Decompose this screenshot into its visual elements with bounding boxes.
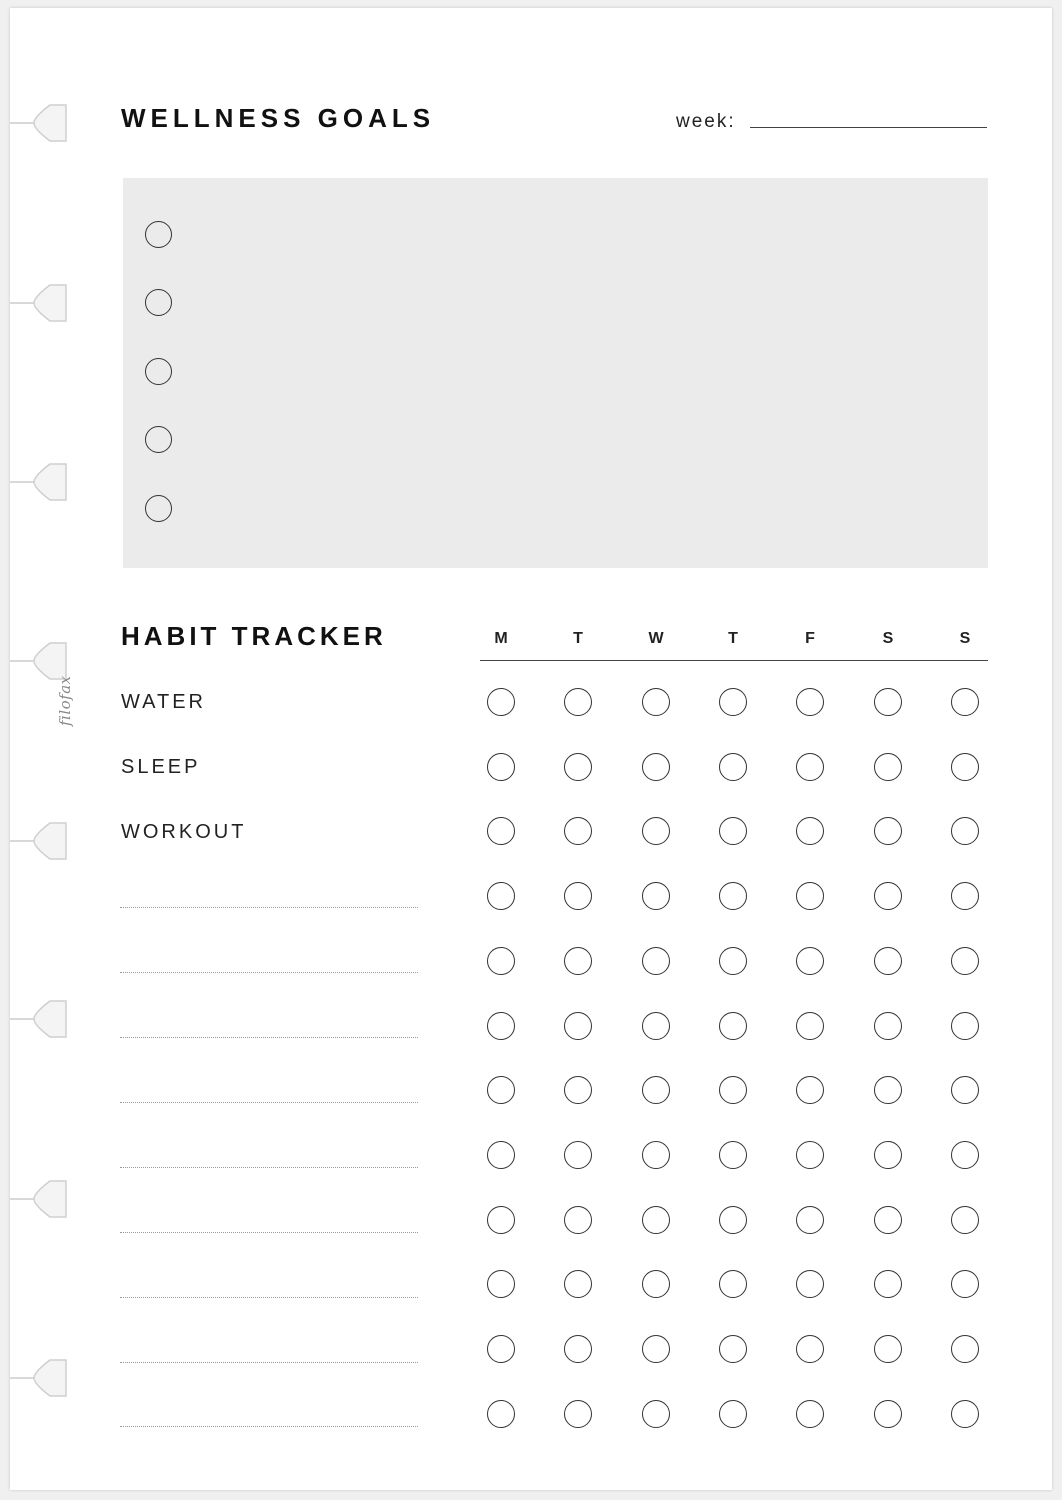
- habit-day-checkbox[interactable]: [564, 1270, 592, 1298]
- habit-write-line[interactable]: [120, 1426, 418, 1427]
- habit-tracker-title: HABIT TRACKER: [121, 621, 387, 651]
- habit-day-checkbox[interactable]: [642, 947, 670, 975]
- habit-day-checkbox[interactable]: [719, 947, 747, 975]
- habit-day-checkbox[interactable]: [796, 882, 824, 910]
- habit-day-checkbox[interactable]: [951, 947, 979, 975]
- day-header: S: [882, 630, 894, 647]
- goal-checkbox[interactable]: [145, 426, 172, 453]
- goal-checkbox[interactable]: [145, 289, 172, 316]
- habit-day-checkbox[interactable]: [951, 753, 979, 781]
- habit-day-checkbox[interactable]: [642, 1076, 670, 1104]
- ring-hole: [10, 821, 70, 861]
- habit-day-checkbox[interactable]: [719, 1335, 747, 1363]
- habit-day-checkbox[interactable]: [796, 1012, 824, 1040]
- habit-day-checkbox[interactable]: [564, 688, 592, 716]
- ring-hole: [10, 999, 70, 1039]
- habit-day-checkbox[interactable]: [564, 947, 592, 975]
- habit-day-checkbox[interactable]: [796, 753, 824, 781]
- habit-day-checkbox[interactable]: [874, 1270, 902, 1298]
- habit-day-checkbox[interactable]: [564, 1012, 592, 1040]
- goal-checkbox[interactable]: [145, 221, 172, 248]
- habit-day-checkbox[interactable]: [642, 817, 670, 845]
- habit-day-checkbox[interactable]: [642, 1270, 670, 1298]
- habit-day-checkbox[interactable]: [487, 753, 515, 781]
- day-header: S: [959, 630, 971, 647]
- habit-day-checkbox[interactable]: [796, 1206, 824, 1234]
- habit-day-checkbox[interactable]: [719, 1270, 747, 1298]
- habit-day-checkbox[interactable]: [487, 882, 515, 910]
- brand-logo: filofax: [56, 675, 74, 726]
- habit-day-checkbox[interactable]: [796, 1141, 824, 1169]
- ring-hole: [10, 1179, 70, 1219]
- habit-day-checkbox[interactable]: [719, 688, 747, 716]
- habit-day-checkbox[interactable]: [796, 1400, 824, 1428]
- habit-day-checkbox[interactable]: [951, 1335, 979, 1363]
- habit-day-checkbox[interactable]: [564, 882, 592, 910]
- day-header-rule: [480, 660, 988, 661]
- week-field[interactable]: [750, 127, 987, 128]
- day-header: F: [805, 630, 815, 647]
- habit-day-checkbox[interactable]: [487, 1270, 515, 1298]
- page-title: WELLNESS GOALS: [121, 103, 436, 133]
- day-header: M: [494, 630, 508, 647]
- habit-day-checkbox[interactable]: [874, 1141, 902, 1169]
- habit-day-checkbox[interactable]: [564, 1076, 592, 1104]
- week-label: week:: [676, 111, 736, 132]
- habit-day-checkbox[interactable]: [951, 1270, 979, 1298]
- habit-day-checkbox[interactable]: [874, 1335, 902, 1363]
- habit-day-checkbox[interactable]: [719, 1206, 747, 1234]
- habit-day-checkbox[interactable]: [796, 1270, 824, 1298]
- habit-day-checkbox[interactable]: [719, 1076, 747, 1104]
- habit-day-checkbox[interactable]: [487, 817, 515, 845]
- habit-day-checkbox[interactable]: [719, 1400, 747, 1428]
- habit-day-checkbox[interactable]: [487, 1141, 515, 1169]
- wellness-goals-box: [123, 178, 988, 568]
- habit-day-checkbox[interactable]: [642, 1141, 670, 1169]
- planner-page: [10, 8, 1052, 1490]
- habit-write-line[interactable]: [120, 907, 418, 908]
- habit-day-checkbox[interactable]: [487, 1206, 515, 1234]
- habit-day-checkbox[interactable]: [564, 1141, 592, 1169]
- habit-day-checkbox[interactable]: [642, 882, 670, 910]
- habit-day-checkbox[interactable]: [874, 1076, 902, 1104]
- day-header: W: [648, 630, 664, 647]
- habit-day-checkbox[interactable]: [642, 753, 670, 781]
- habit-write-line[interactable]: [120, 1167, 418, 1168]
- ring-hole: [10, 103, 70, 143]
- habit-day-checkbox[interactable]: [951, 1076, 979, 1104]
- habit-day-checkbox[interactable]: [719, 753, 747, 781]
- habit-day-checkbox[interactable]: [642, 1400, 670, 1428]
- habit-day-checkbox[interactable]: [874, 753, 902, 781]
- habit-day-checkbox[interactable]: [874, 1206, 902, 1234]
- goal-checkbox[interactable]: [145, 358, 172, 385]
- habit-day-checkbox[interactable]: [874, 1012, 902, 1040]
- habit-day-checkbox[interactable]: [564, 753, 592, 781]
- habit-day-checkbox[interactable]: [951, 1400, 979, 1428]
- habit-day-checkbox[interactable]: [487, 1076, 515, 1104]
- ring-hole: [10, 283, 70, 323]
- habit-day-checkbox[interactable]: [642, 1206, 670, 1234]
- habit-day-checkbox[interactable]: [642, 688, 670, 716]
- habit-day-checkbox[interactable]: [796, 817, 824, 845]
- habit-write-line[interactable]: [120, 972, 418, 973]
- habit-write-line[interactable]: [120, 1362, 418, 1363]
- habit-day-checkbox[interactable]: [564, 817, 592, 845]
- habit-write-line[interactable]: [120, 1297, 418, 1298]
- habit-day-checkbox[interactable]: [642, 1335, 670, 1363]
- habit-day-checkbox[interactable]: [951, 882, 979, 910]
- habit-day-checkbox[interactable]: [796, 1335, 824, 1363]
- habit-label-workout: WORKOUT: [121, 821, 247, 843]
- habit-day-checkbox[interactable]: [642, 1012, 670, 1040]
- habit-day-checkbox[interactable]: [719, 817, 747, 845]
- habit-day-checkbox[interactable]: [874, 817, 902, 845]
- ring-hole: [10, 1358, 70, 1398]
- habit-day-checkbox[interactable]: [874, 688, 902, 716]
- habit-day-checkbox[interactable]: [487, 688, 515, 716]
- habit-day-checkbox[interactable]: [796, 947, 824, 975]
- habit-day-checkbox[interactable]: [487, 947, 515, 975]
- day-header: T: [573, 630, 583, 647]
- day-header: T: [728, 630, 738, 647]
- habit-label-sleep: SLEEP: [121, 756, 201, 778]
- habit-day-checkbox[interactable]: [951, 1141, 979, 1169]
- habit-day-checkbox[interactable]: [487, 1335, 515, 1363]
- habit-day-checkbox[interactable]: [951, 1206, 979, 1234]
- habit-day-checkbox[interactable]: [796, 1076, 824, 1104]
- habit-day-checkbox[interactable]: [487, 1012, 515, 1040]
- habit-day-checkbox[interactable]: [874, 1400, 902, 1428]
- habit-write-line[interactable]: [120, 1037, 418, 1038]
- habit-day-checkbox[interactable]: [796, 688, 824, 716]
- habit-day-checkbox[interactable]: [564, 1206, 592, 1234]
- habit-day-checkbox[interactable]: [951, 688, 979, 716]
- habit-day-checkbox[interactable]: [719, 1012, 747, 1040]
- habit-day-checkbox[interactable]: [564, 1335, 592, 1363]
- habit-write-line[interactable]: [120, 1232, 418, 1233]
- ring-hole: [10, 462, 70, 502]
- habit-day-checkbox[interactable]: [874, 882, 902, 910]
- habit-day-checkbox[interactable]: [487, 1400, 515, 1428]
- habit-label-water: WATER: [121, 691, 206, 713]
- goal-checkbox[interactable]: [145, 495, 172, 522]
- habit-write-line[interactable]: [120, 1102, 418, 1103]
- habit-day-checkbox[interactable]: [951, 817, 979, 845]
- habit-day-checkbox[interactable]: [719, 882, 747, 910]
- habit-day-checkbox[interactable]: [874, 947, 902, 975]
- habit-day-checkbox[interactable]: [951, 1012, 979, 1040]
- habit-day-checkbox[interactable]: [564, 1400, 592, 1428]
- habit-day-checkbox[interactable]: [719, 1141, 747, 1169]
